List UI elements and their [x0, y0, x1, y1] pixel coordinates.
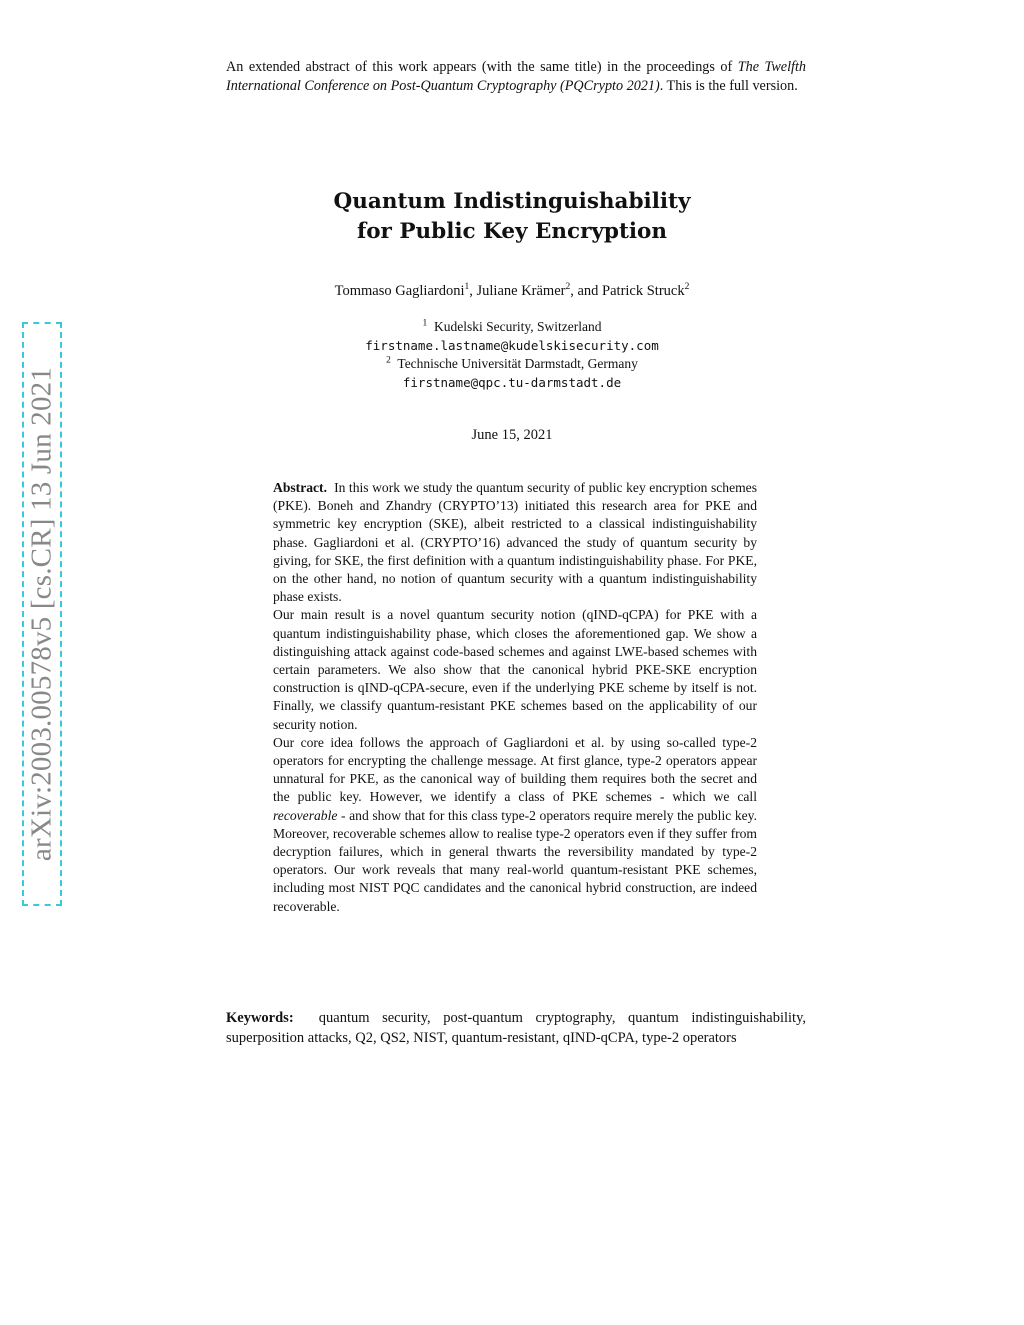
- affiliation-org: Technische Universität Darmstadt, Germany: [397, 356, 638, 371]
- keywords-text: quantum security, post-quantum cryptography, quantum indistinguishability, superposition attacks, Q2, QS2, NIST, quantum-resistant, qIND-qCPA, type-2 operators: [226, 1010, 807, 1046]
- abstract-text: Our core idea follows the approach of Gagliardoni et al. by using so-called type-2 operators for encrypting the challenge message. At first glance, type-2 operators appear unnatural for PKE, as the canonical way of building them requires both the secret and the public key. However, we identify a class of PKE schemes - which we call: [273, 734, 757, 805]
- author-separator: ,: [469, 283, 477, 299]
- emphasis-recoverable: recoverable: [273, 807, 338, 823]
- abstract: [273, 479, 757, 916]
- abstract-paragraph: [273, 734, 757, 916]
- abstract-heading: Abstract.: [273, 480, 327, 495]
- title-line-1: Quantum Indistinguishability: [333, 189, 691, 214]
- affiliation-email[interactable]: firstname.lastname@kudelskisecurity.com: [365, 337, 659, 353]
- abstract-text: - and show that for this class type-2 operators require merely the public key. Moreover, recoverable schemes allow to realise type-2 operators even if they suffer from decryption failures, which in general thwarts the reversibility mandated by type-2 operators. Our work reveals that many real-world quantum-resistant PKE schemes, including most NIST PQC candidates and the canonical hybrid construction, are indeed recoverable.: [273, 807, 757, 914]
- affiliation-line: [0, 318, 1024, 337]
- keywords-heading: Keywords:: [226, 1010, 294, 1026]
- affiliation-email[interactable]: firstname@qpc.tu-darmstadt.de: [402, 374, 622, 390]
- note-text: An extended abstract of this work appears (with the same title) in the proceedings of: [226, 59, 738, 75]
- author-separator: , and: [570, 283, 603, 299]
- affiliation-number: 2: [386, 355, 391, 366]
- note-text-end: . This is the full version.: [659, 77, 798, 94]
- arxiv-stamp-text: arXiv:2003.00578v5 [cs.CR] 13 Jun 2021: [25, 366, 58, 862]
- conference-name: The Twelfth International Conference on Post-Quantum Cryptography (PQCrypto 2021): [226, 59, 807, 94]
- author-list: [0, 283, 1024, 300]
- abstract-paragraph: Our main result is a novel quantum security notion (qIND-qCPA) for PKE with a quantum indistinguishability phase, which closes the aforementioned gap. We show a distinguishing attack against code-based schemes and against LWE-based schemes with certain parameters. We also show that the canonical hybrid PKE-SKE encryption construction is qIND-qCPA-secure, even if the underlying PKE scheme by itself is not. Finally, we classify quantum-resistant PKE schemes based on the applicability of our security notion.: [273, 607, 757, 732]
- affiliation-org: Kudelski Security, Switzerland: [434, 319, 602, 334]
- affiliations: [0, 318, 1024, 392]
- paper-date: June 15, 2021: [471, 427, 553, 443]
- arxiv-stamp[interactable]: [22, 322, 62, 906]
- affiliation-number: 1: [422, 318, 428, 329]
- keywords: [226, 1008, 806, 1048]
- author-affil-mark: 2: [565, 282, 571, 293]
- author-name: Juliane Krämer: [476, 283, 566, 299]
- author-affil-mark: 1: [464, 282, 470, 293]
- publication-note: [226, 58, 806, 95]
- author-name: Tommaso Gagliardoni: [334, 283, 465, 299]
- affiliation-line: [0, 355, 1024, 374]
- author-affil-mark: 2: [684, 282, 690, 293]
- title-line-2: for Public Key Encryption: [356, 219, 668, 244]
- abstract-paragraph: [273, 479, 757, 606]
- abstract-text: In this work we study the quantum security of public key encryption schemes (PKE). Boneh and Zhandry (CRYPTO’13) initiated this research area for PKE and symmetric key encryption (SKE), albeit restricted to a classical indistinguishability phase. Gagliardoni et al. (CRYPTO’16) advanced the study of quantum security by giving, for SKE, the first definition with a quantum indistinguishability phase. For PKE, on the other hand, no notion of quantum security with a quantum indistinguishability phase exists.: [273, 480, 757, 605]
- paper-title: [0, 187, 1024, 247]
- author-name: Patrick Struck: [602, 283, 685, 299]
